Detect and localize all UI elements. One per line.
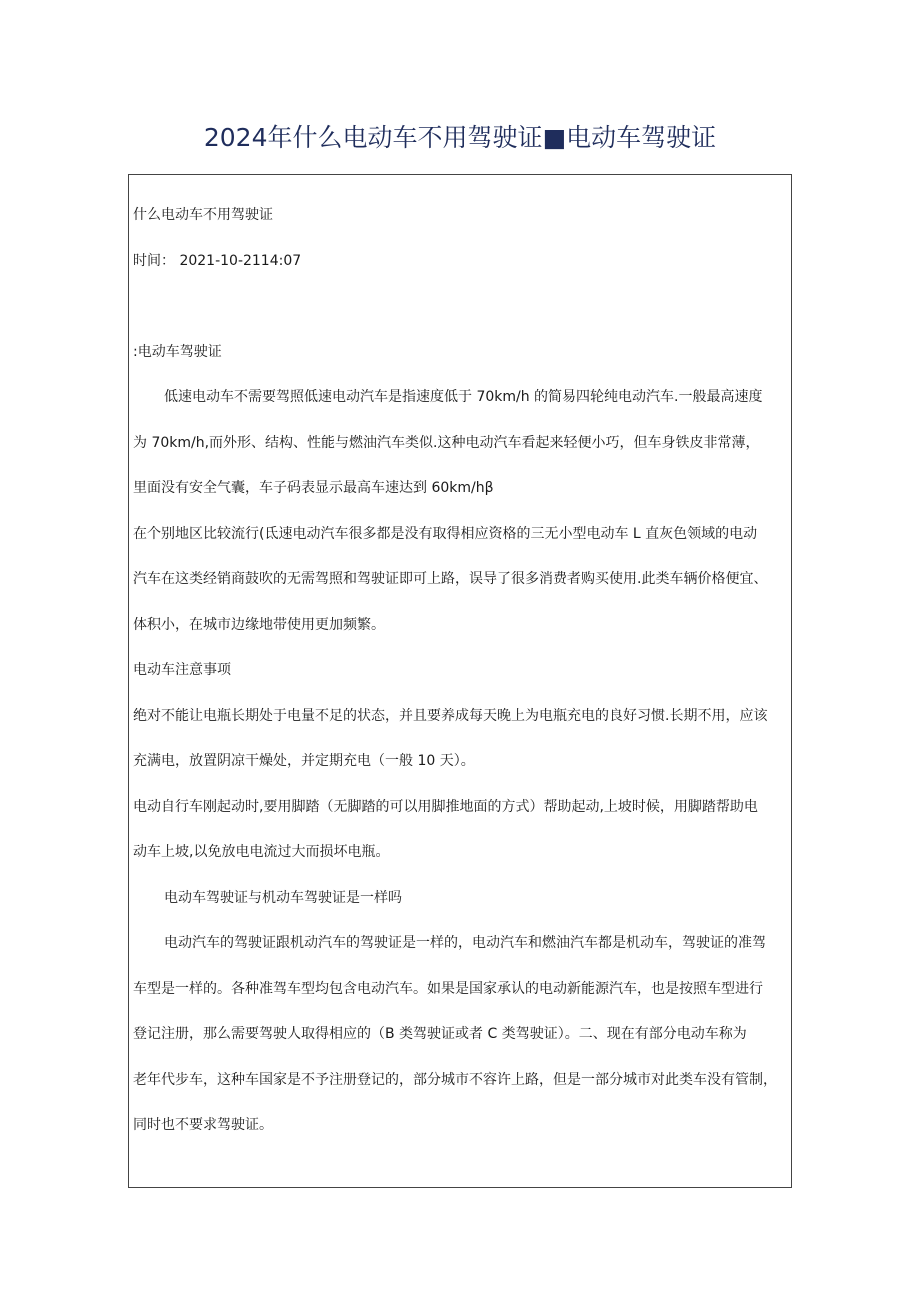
paragraph-line: 车型是一样的。各种准驾车型均包含电动汽车。如果是国家承认的电动新能源汽车，也是按照车型进行: [133, 980, 763, 997]
paragraph-line: 充满电，放置阴凉干燥处，并定期充电（一般 10 天）。: [133, 753, 475, 769]
paragraph-line: 为 70km/h,而外形、结构、性能与燃油汽车类似.这种电动汽车看起来轻便小巧，但车身铁皮非常薄，: [133, 434, 760, 451]
section-label: :电动车驾驶证: [133, 343, 222, 360]
paragraph-line: 老年代步车，这种车国家是不予注册登记的，部分城市不容许上路，但是一部分城市对此类车没有管制，: [133, 1071, 777, 1088]
article-body: [133, 193, 797, 1149]
paragraph-line: 动车上坡,以免放电电流过大而损坏电瓶。: [133, 844, 390, 860]
paragraph-line: 低速电动车不需要驾照低速电动汽车是指速度低于 70km/h 的简易四轮纯电动汽车.一般最高速度: [164, 389, 763, 405]
notes-heading: 电动车注意事项: [133, 662, 231, 678]
paragraph-line: 同时也不要求驾驶证。: [133, 1117, 273, 1133]
paragraph-line: 汽车在这类经销商鼓吹的无需驾照和驾驶证即可上路，误导了很多消费者购买使用.此类车辆价格便宜、: [133, 571, 768, 587]
document-title: 2024年什么电动车不用驾驶证■电动车驾驶证: [203, 123, 717, 152]
paragraph-line: 绝对不能让电瓶长期处于电量不足的状态，并且要养成每天晚上为电瓶充电的良好习惯.长期不用，应该: [133, 707, 768, 724]
content-frame: [128, 174, 792, 1188]
spacer: [133, 284, 797, 330]
question-heading: 电动车驾驶证与机动车驾驶证是一样吗: [164, 889, 402, 906]
paragraph-line: 里面没有安全气囊，车子码表显示最高车速达到 60km/hβ: [133, 480, 494, 496]
paragraph-line: 电动自行车刚起动时,要用脚踏（无脚踏的可以用脚推地面的方式）帮助起动,上坡时候，用脚踏帮助电: [133, 798, 758, 815]
paragraph-line: 电动汽车的驾驶证跟机动汽车的驾驶证是一样的，电动汽车和燃油汽车都是机动车，驾驶证的准驾: [164, 935, 766, 951]
paragraph-line: 登记注册，那么需要驾驶人取得相应的（B 类驾驶证或者 C 类驾驶证）。二、现在有部分电动车称为: [133, 1026, 747, 1042]
paragraph-line: 体积小，在城市边缘地带使用更加频繁。: [133, 616, 385, 633]
publish-time: 时间： 2021-10-2114:07: [133, 252, 302, 269]
article-heading: 什么电动车不用驾驶证: [133, 207, 273, 223]
paragraph-line: 在个别地区比较流行(氐速电动汽车很多都是没有取得相应资格的三无小型电动车 L 直灰色领域的电动: [133, 525, 758, 542]
